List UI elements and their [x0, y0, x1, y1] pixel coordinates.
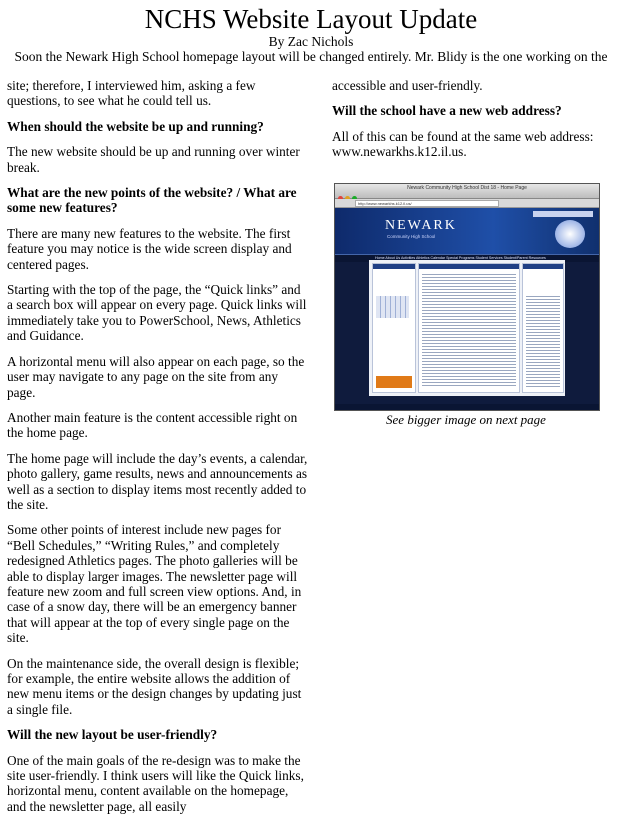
- events-pane: [522, 263, 564, 393]
- school-emblem-icon: [555, 220, 585, 248]
- paragraph: On the maintenance side, the overall design is flexible; for example, the entire website allows the addition of new menu items or the design changes by updating just a single file.: [7, 655, 302, 717]
- paragraph: There are many new features to the website. The first feature you may notice is the wide screen display and centered pages.: [7, 225, 292, 272]
- image-caption: See bigger image on next page: [386, 412, 546, 427]
- paragraph: Another main feature is the content accessible right on the home page.: [7, 409, 298, 441]
- paragraph: One of the main goals of the re-design was to make the site user-friendly. I think users will like the Quick links, horizontal menu, content available on the homepage, and the newsletter page, all easily: [7, 752, 304, 814]
- right-column: [332, 78, 612, 170]
- question-heading: What are the new points of the website? / What are some new features?: [7, 185, 297, 216]
- paragraph: The home page will include the day’s events, a calendar, photo gallery, game results, news and announcements as well as a section to display items most recently added to the site.: [7, 450, 308, 512]
- paragraph: site; therefore, I interviewed him, asking a few questions, to see what he could tell us.: [7, 78, 256, 109]
- paragraph: A horizontal menu will also appear on each page, so the user may navigate to any page on the site from any page.: [7, 353, 305, 400]
- site-nav-menu: Home About Us Activities Athletics Calendar Special Programs Student Services Student/Parent Resources: [335, 254, 599, 262]
- paragraph: Some other points of interest include new pages for “Bell Schedules,” “Writing Rules,” and completely redesigned Athletics pages. The photo galleries will be able to display larger images. The newsletter page will feature new zoom and full screen view options. And, in case of a snow day, there will be an emergency banner that will appear at the top of every single page on the site.: [7, 522, 302, 646]
- lead-sentence: Soon the Newark High School homepage layout will be changed entirely. Mr. Blidy is the one working on the: [14, 49, 608, 64]
- paragraph: Starting with the top of the page, the “Quick links” and a search box will appear on every page. Quick links will immediately take you to PowerSchool, News, Athletics and Guidance.: [7, 282, 307, 344]
- paragraph: The new website should be up and running over winter break.: [7, 144, 300, 175]
- calendar-widget: [376, 296, 409, 318]
- browser-titlebar: [335, 184, 599, 199]
- paragraph: accessible and user-friendly.: [332, 78, 483, 93]
- sidebar-pane: [372, 263, 416, 393]
- site-logo: NEWARK: [385, 218, 457, 233]
- byline: By Zac Nichols: [268, 34, 354, 49]
- paragraph: All of this can be found at the same web address: www.newarkhs.k12.il.us.: [332, 128, 594, 160]
- window-title: Newark Community High School Dist 18 - Home Page: [407, 185, 527, 191]
- left-column: [7, 78, 309, 824]
- quick-links-bar: [533, 211, 593, 217]
- site-subtitle: Community High School: [387, 234, 436, 239]
- question-heading: Will the new layout be user-friendly?: [7, 727, 218, 743]
- address-field: http://www.newarkhs.k12.il.us/: [355, 200, 499, 207]
- address-bar: [335, 199, 599, 208]
- site-header: [335, 208, 599, 254]
- question-heading: When should the website be up and running?: [7, 118, 264, 134]
- news-pane: [418, 263, 520, 393]
- article-title: NCHS Website Layout Update: [144, 4, 478, 34]
- emergency-banner: [376, 376, 412, 388]
- site-content-area: [369, 260, 565, 396]
- site-footer: [335, 404, 599, 410]
- website-screenshot-image: [334, 183, 600, 411]
- question-heading: Will the school have a new web address?: [332, 103, 562, 119]
